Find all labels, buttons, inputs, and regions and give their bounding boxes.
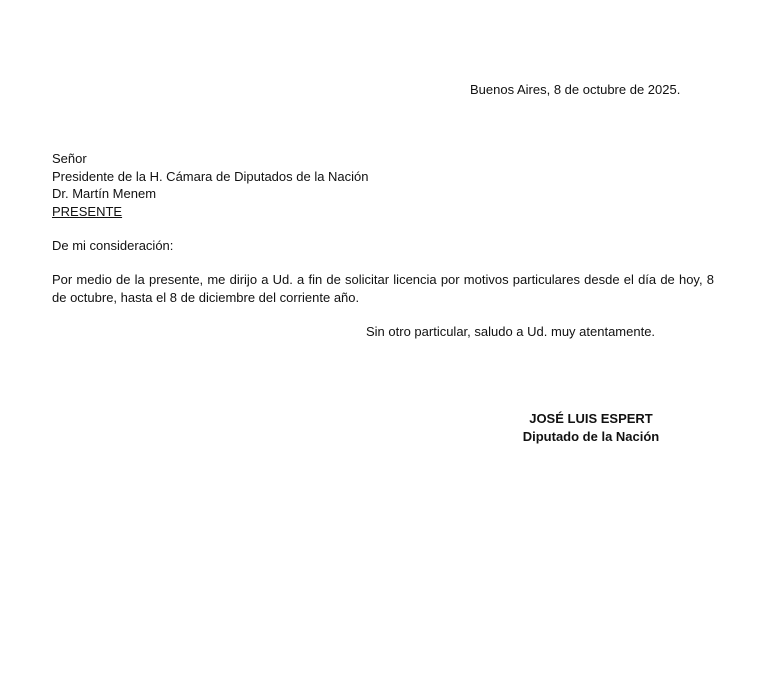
recipient-presente: PRESENTE: [52, 203, 123, 219]
recipient-title: Presidente de la H. Cámara de Diputados de la Nación: [52, 168, 369, 184]
recipient-name: Dr. Martín Menem: [52, 186, 157, 201]
recipient-salutation: Señor: [52, 151, 87, 166]
signature-position: Diputado de la Nación: [522, 429, 660, 444]
recipient-block: [52, 150, 369, 220]
signature-block: [506, 410, 676, 446]
letter-date: Buenos Aires, 8 de octubre de 2025.: [470, 82, 681, 97]
signature-name: JOSÉ LUIS ESPERT: [529, 411, 653, 426]
letter-closing: Sin otro particular, saludo a Ud. muy atentamente.: [366, 324, 656, 339]
letter-greeting: De mi consideración:: [52, 238, 174, 253]
letter-body: Por medio de la presente, me dirijo a Ud. a fin de solicitar licencia por motivos particulares desde el día de hoy, 8 de octubre, hasta el 8 de diciembre del corriente año.: [52, 272, 714, 305]
